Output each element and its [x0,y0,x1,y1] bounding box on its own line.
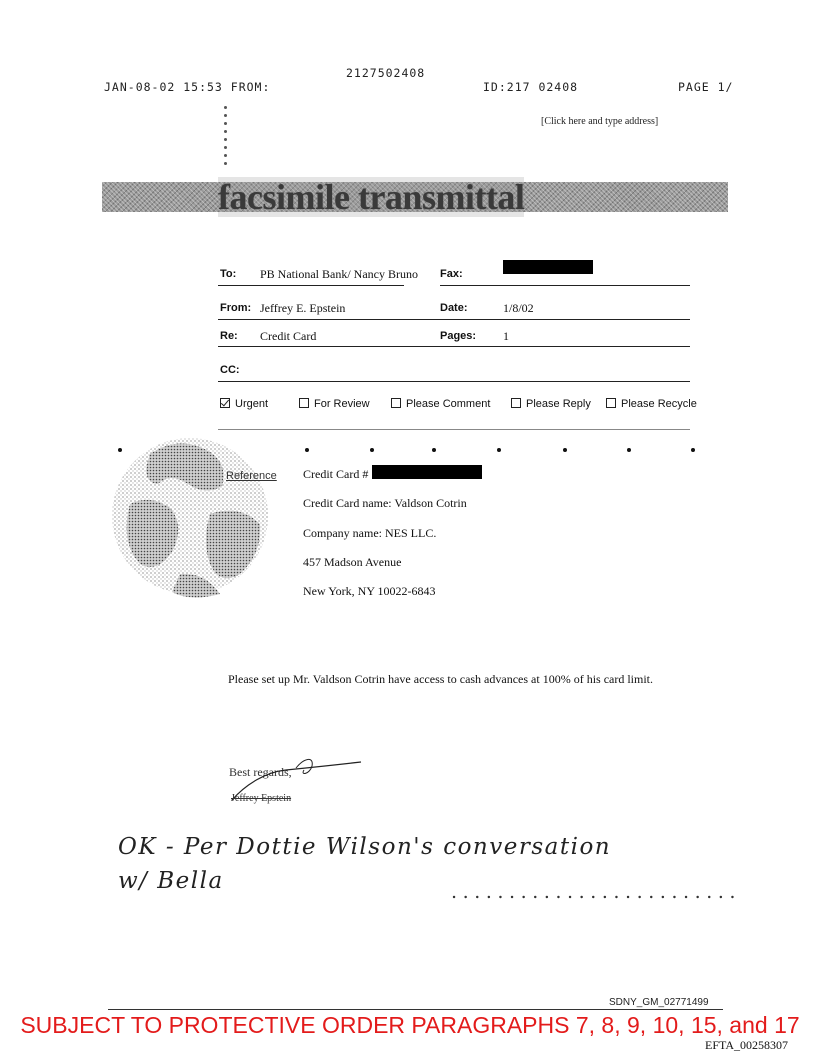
checkbox-please-recycle [606,398,697,410]
closing-text: Best regards, [229,765,292,779]
date-label: Date: [440,302,468,314]
dot [691,448,695,452]
dot [432,448,436,452]
checkbox-for-review [299,398,370,410]
date-value: 1/8/02 [503,301,534,315]
fax-redaction [503,260,593,274]
bates-number: SDNY_GM_02771499 [609,997,709,1008]
credit-card-number-label: Credit Card # [303,467,369,481]
efta-number: EFTA_00258307 [705,1038,789,1052]
fax-header-id: ID:217 02408 [483,80,579,94]
fax-number-header: 2127502408 [346,66,426,80]
checkbox-please-comment [391,398,490,410]
checkbox-urgent [220,398,268,410]
to-value: PB National Bank/ Nancy Bruno [260,267,418,281]
from-label: From: [220,302,252,314]
pages-label: Pages: [440,330,477,342]
dot [563,448,567,452]
from-value: Jeffrey E. Epstein [260,301,346,315]
checkbox-label: Please Comment [406,398,491,410]
signature-name: Jeffrey Epstein [231,793,292,804]
from-rule [218,319,690,320]
card-number-redaction [372,465,482,479]
cc-rule [218,381,690,382]
address-placeholder: [Click here and type address] [541,116,659,127]
re-value: Credit Card [260,329,317,343]
checkbox-rule [218,429,690,430]
credit-card-name: Credit Card name: Valdson Cotrin [303,496,467,510]
banner-title: facsimile transmittal [218,177,525,217]
checkbox-label: Please Reply [526,398,591,410]
empty-box-icon [606,398,616,408]
fax-rule [440,285,690,286]
fax-label: Fax: [440,268,463,280]
footer-rule [108,1009,723,1010]
to-rule [218,285,404,286]
checked-box-icon [220,398,230,408]
dotted-margin [224,106,228,170]
dot [370,448,374,452]
cc-label: CC: [220,364,240,376]
checkbox-please-reply [511,398,591,410]
empty-box-icon [391,398,401,408]
handwritten-note-line-2: w/ Bella [118,868,224,894]
address-line-2: New York, NY 10022-6843 [303,584,436,598]
protective-order-stamp: SUBJECT TO PROTECTIVE ORDER PARAGRAPHS 7, 8, 9, 10, 15, and 17 [20,1012,800,1038]
handwritten-note-line-1: OK - Per Dottie Wilson's conversation [118,834,612,860]
fax-header-date-from: JAN-08-02 15:53 FROM: [104,80,271,94]
empty-box-icon [511,398,521,408]
message-body: Please set up Mr. Valdson Cotrin have access to cash advances at 100% of his card limit. [228,672,654,686]
reference-label: Reference [226,470,277,482]
dot [497,448,501,452]
re-label: Re: [220,330,238,342]
re-rule [218,346,690,347]
empty-box-icon [299,398,309,408]
checkbox-label: Urgent [235,398,269,410]
to-label: To: [220,268,237,280]
dot [305,448,309,452]
address-line-1: 457 Madson Avenue [303,555,402,569]
checkbox-label: For Review [314,398,370,410]
checkbox-label: Please Recycle [621,398,697,410]
dot [627,448,631,452]
pages-value: 1 [503,329,509,343]
globe-icon [110,424,270,604]
dotted-line [452,893,742,901]
fax-header-page: PAGE 1/ [678,80,734,94]
company-name: Company name: NES LLC. [303,526,437,540]
